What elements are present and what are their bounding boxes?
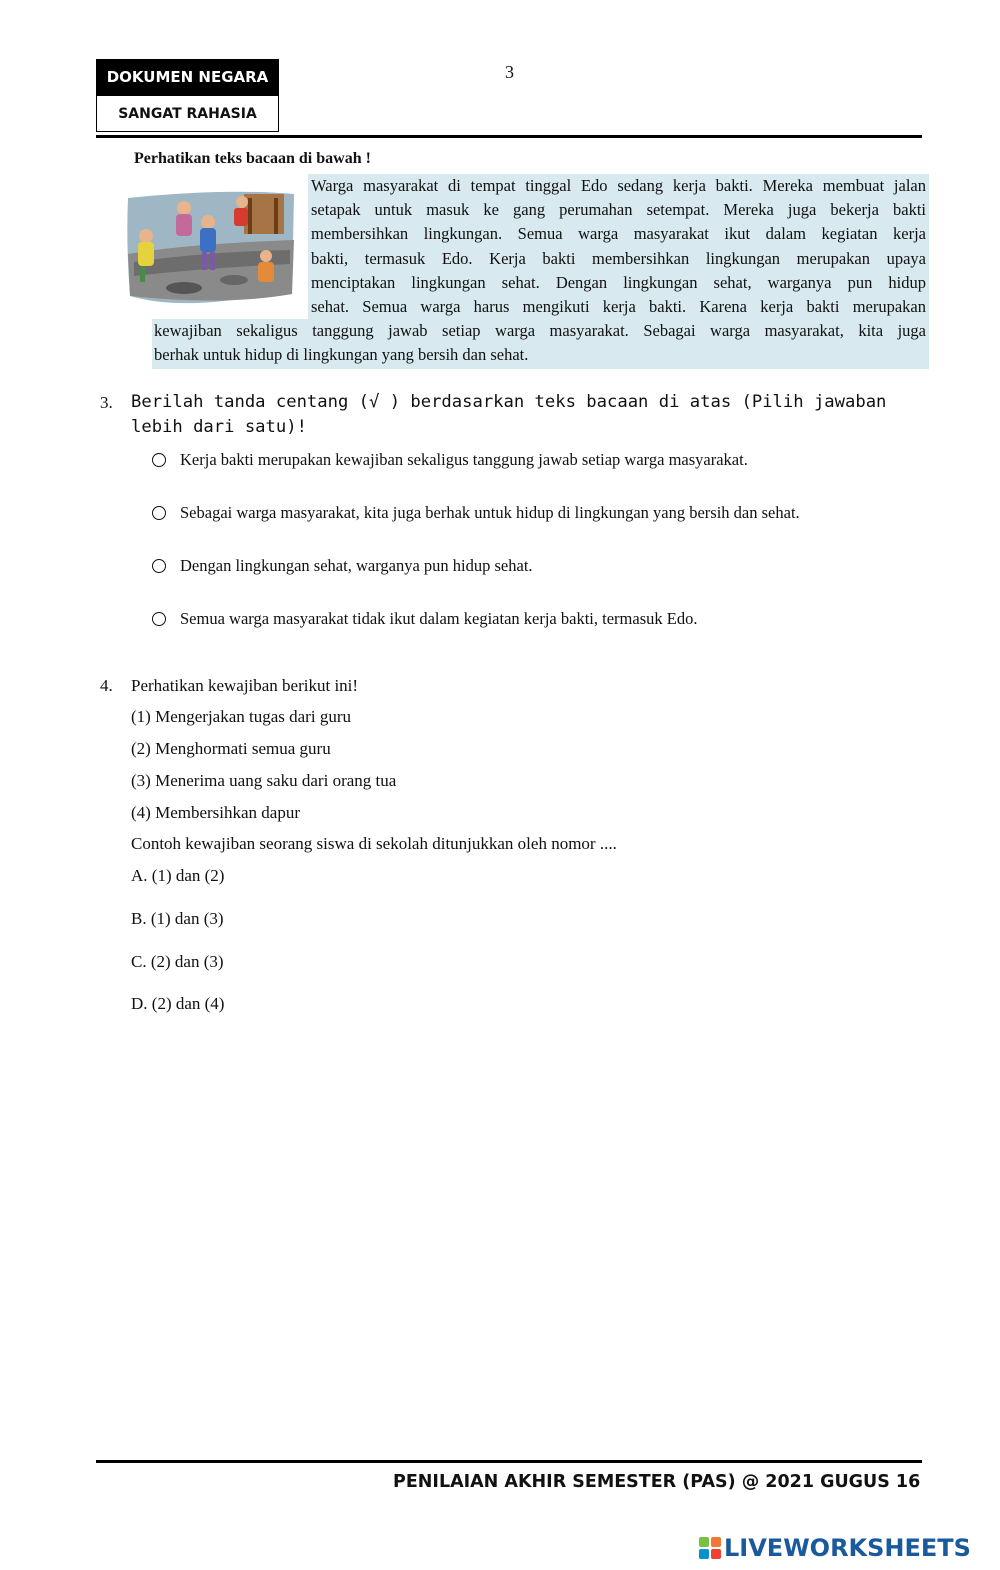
option-label: Dengan lingkungan sehat, warganya pun hidup sehat. <box>180 556 533 575</box>
footer-divider <box>96 1460 922 1463</box>
brand-name: LIVEWORKSHEETS <box>724 1534 971 1562</box>
footer-exam-title: PENILAIAN AKHIR SEMESTER (PAS) @ 2021 GUGUS 16 <box>393 1472 921 1492</box>
question-4-choice-b[interactable]: B. (1) dan (3) <box>131 909 224 928</box>
question-4-prompt: Contoh kewajiban seorang siswa di sekolah ditunjukkan oleh nomor .... <box>131 834 617 853</box>
passage-text-bottom <box>154 319 926 367</box>
option-circle-icon[interactable] <box>152 559 166 573</box>
question-3-option-2[interactable] <box>152 503 800 523</box>
option-circle-icon[interactable] <box>152 612 166 626</box>
passage-line: bakti, termasuk Edo. Kerja bakti membersihkan lingkungan merupakan upaya <box>311 248 926 268</box>
passage-instruction: Perhatikan teks bacaan di bawah ! <box>134 150 371 167</box>
question-4-intro: Perhatikan kewajiban berikut ini! <box>131 676 359 695</box>
passage-line: membersihkan lingkungan. Semua warga masyarakat ikut dalam kegiatan kerja <box>311 224 926 244</box>
classification-bottom-label: SANGAT RAHASIA <box>118 105 257 122</box>
question-3-option-3[interactable] <box>152 556 533 576</box>
classification-top-box <box>96 59 279 95</box>
header-divider <box>96 135 922 138</box>
question-4-number: 4. <box>100 676 113 695</box>
passage-line: kewajiban sekaligus tanggung jawab setiap warga masyarakat. Sebagai warga masyarakat, kita juga <box>154 321 926 340</box>
option-circle-icon[interactable] <box>152 506 166 520</box>
passage-text-top <box>311 174 926 319</box>
liveworksheets-brand[interactable] <box>698 1534 971 1562</box>
question-4-choice-c[interactable]: C. (2) dan (3) <box>131 952 224 971</box>
passage-line: sehat. Semua warga harus mengikuti kerja bakti. Karena kerja bakti merupakan <box>311 297 926 317</box>
liveworksheets-logo-icon <box>698 1536 722 1560</box>
community-work-illustration <box>124 184 296 306</box>
passage-line: menciptakan lingkungan sehat. Dengan lingkungan sehat, warganya pun hidup <box>311 272 926 292</box>
classification-bottom-box <box>96 95 279 132</box>
option-label: Semua warga masyarakat tidak ikut dalam kegiatan kerja bakti, termasuk Edo. <box>180 609 698 628</box>
question-3-text: Berilah tanda centang (√ ) berdasarkan teks bacaan di atas (Pilih jawaban lebih dari satu)! <box>131 392 887 437</box>
question-4-choice-d[interactable]: D. (2) dan (4) <box>131 994 225 1013</box>
option-circle-icon[interactable] <box>152 453 166 467</box>
passage-line: Warga masyarakat di tempat tinggal Edo sedang kerja bakti. Mereka membuat jalan <box>311 176 926 195</box>
question-3-number: 3. <box>100 393 113 412</box>
question-4-item: (4) Membersihkan dapur <box>131 803 301 822</box>
option-label: Kerja bakti merupakan kewajiban sekaligus tanggung jawab setiap warga masyarakat. <box>180 450 748 469</box>
passage-line: berhak untuk hidup di lingkungan yang bersih dan sehat. <box>154 345 529 365</box>
classification-top-label: DOKUMEN NEGARA <box>106 68 269 86</box>
question-4-item: (1) Mengerjakan tugas dari guru <box>131 707 351 726</box>
option-label: Sebagai warga masyarakat, kita juga berhak untuk hidup di lingkungan yang bersih dan sehat. <box>180 503 800 522</box>
question-4-item: (2) Menghormati semua guru <box>131 739 331 758</box>
question-4-choice-a[interactable]: A. (1) dan (2) <box>131 866 225 885</box>
question-3-option-1[interactable] <box>152 450 748 470</box>
passage-line: setapak untuk masuk ke gang perumahan setempat. Mereka juga bekerja bakti <box>311 200 926 220</box>
page-number: 3 <box>505 62 514 82</box>
question-3-option-4[interactable] <box>152 609 697 629</box>
question-4-item: (3) Menerima uang saku dari orang tua <box>131 771 397 790</box>
